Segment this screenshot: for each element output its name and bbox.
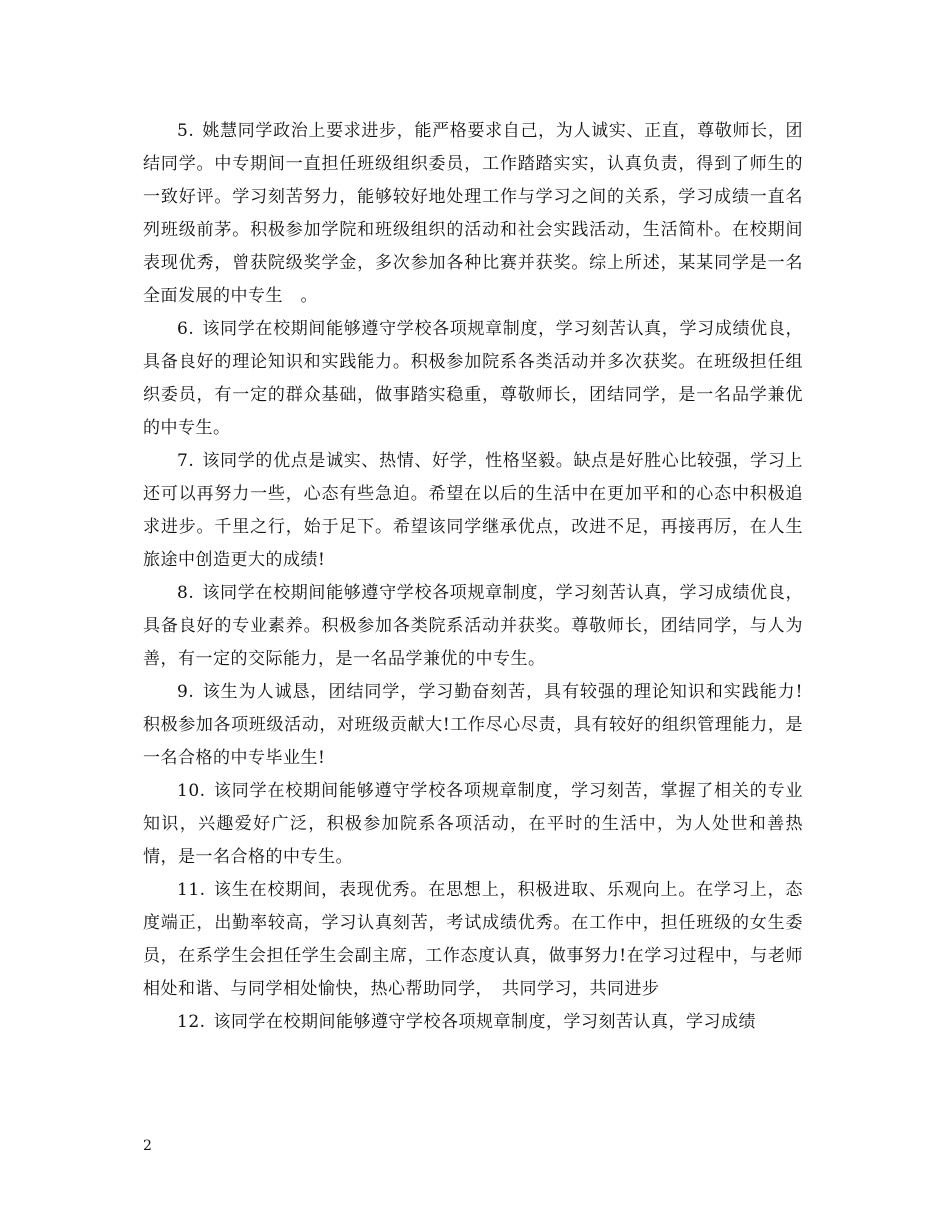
paragraph-6	[143, 313, 803, 445]
paragraph-text: 该生为人诚恳，团结同学，学习勤奋刻苦，具有较强的理论知识和实践能力!积极参加各项班级活动，对班级贡献大!工作尽心尽责，具有较好的组织管理能力，是一名合格的中专毕业生!	[143, 682, 803, 768]
paragraph-number: 6.	[177, 319, 195, 339]
paragraph-text: 该同学在校期间能够遵守学校各项规章制度，学习刻苦认真，学习成绩优良，具备良好的理论知识和实践能力。积极参加院系各类活动并多次获奖。在班级担任组织委员，有一定的群众基础，做事踏实稳重，尊敬师长，团结同学，是一名品学兼优的中专生。	[143, 319, 803, 438]
paragraph-text: 该同学的优点是诚实、热情、好学，性格坚毅。缺点是好胜心比较强，学习上还可以再努力一些，心态有些急迫。希望在以后的生活中在更加平和的心态中积极追求进步。千里之行，始于足下。希望该同学继承优点，改进不足，再接再厉，在人生旅途中创造更大的成绩!	[143, 451, 803, 570]
paragraph-8	[143, 577, 803, 676]
paragraph-number: 10.	[177, 781, 206, 801]
paragraph-7	[143, 445, 803, 577]
paragraph-number: 9.	[177, 682, 195, 702]
paragraph-text: 姚慧同学政治上要求进步，能严格要求自己，为人诚实、正直，尊敬师长，团结同学。中专期间一直担任班级组织委员，工作踏踏实实，认真负责，得到了师生的一致好评。学习刻苦努力，能够较好地处理工作与学习之间的关系，学习成绩一直名列班级前茅。积极参加学院和班级组织的活动和社会实践活动，生活简朴。在校期间表现优秀，曾获院级奖学金，多次参加各种比赛并获奖。综上所述，某某同学是一名全面发展的中专生 。	[143, 121, 803, 306]
paragraph-number: 5.	[177, 121, 195, 141]
page-number: 2	[143, 1138, 152, 1154]
paragraph-number: 12.	[177, 1012, 206, 1032]
paragraph-text: 该生在校期间，表现优秀。在思想上，积极进取、乐观向上。在学习上，态度端正，出勤率较高，学习认真刻苦，考试成绩优秀。在工作中，担任班级的女生委员，在系学生会担任学生会副主席，工作态度认真，做事努力!在学习过程中，与老师相处和谐、与同学相处愉快，热心帮助同学， 共同学习，共同进步	[143, 880, 803, 999]
paragraph-number: 11.	[177, 880, 206, 900]
document-body	[143, 115, 803, 1039]
paragraph-text: 该同学在校期间能够遵守学校各项规章制度，学习刻苦认真，学习成绩优良，具备良好的专业素养。积极参加各类院系活动并获奖。尊敬师长，团结同学，与人为善，有一定的交际能力，是一名品学兼优的中专生。	[143, 583, 803, 669]
paragraph-number: 8.	[177, 583, 195, 603]
paragraph-number: 7.	[177, 451, 195, 471]
paragraph-12	[143, 1006, 803, 1039]
paragraph-text: 该同学在校期间能够遵守学校各项规章制度，学习刻苦认真，学习成绩	[213, 1012, 757, 1032]
paragraph-text: 该同学在校期间能够遵守学校各项规章制度，学习刻苦，掌握了相关的专业知识，兴趣爱好广泛，积极参加院系各项活动，在平时的生活中，为人处世和善热情，是一名合格的中专生。	[143, 781, 803, 867]
paragraph-9	[143, 676, 803, 775]
paragraph-10	[143, 775, 803, 874]
paragraph-11	[143, 874, 803, 1006]
paragraph-5	[143, 115, 803, 313]
